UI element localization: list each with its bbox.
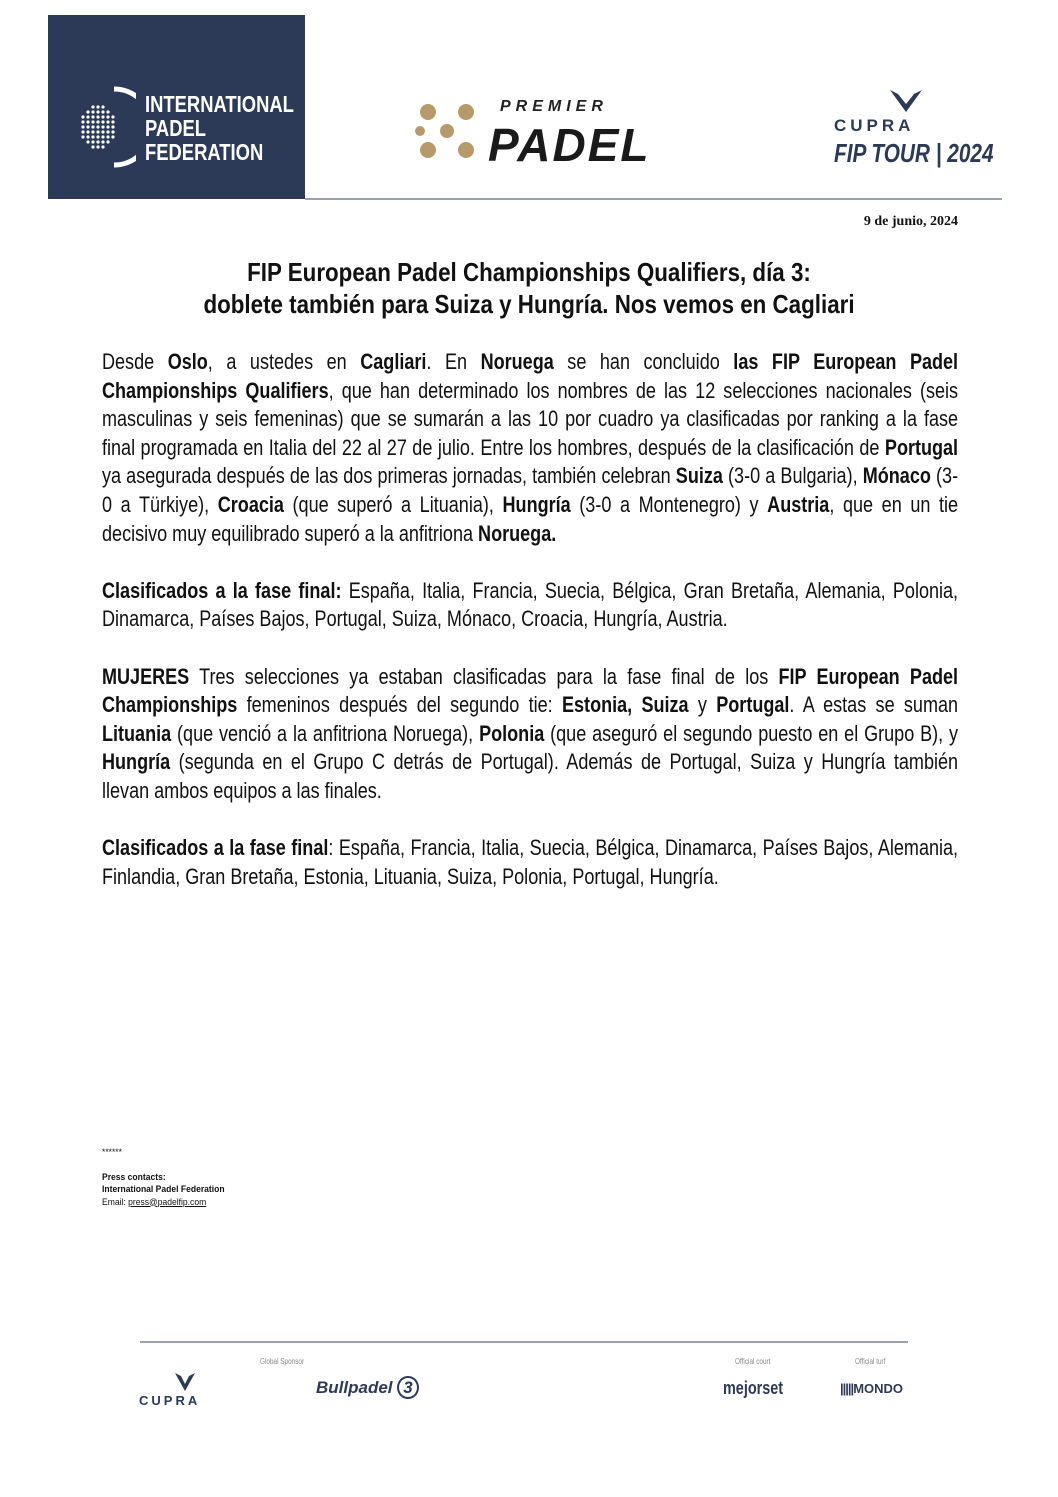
bold-text: Noruega. xyxy=(478,520,557,546)
fip-tour-logo-text: FIP TOUR | 2024 xyxy=(834,138,994,168)
text-run: (3-0 a Bulgaria), xyxy=(722,463,863,489)
title-line: doblete también para Suiza y Hungría. Nos vemos en Cagliari xyxy=(203,289,855,319)
bold-text: Clasificados a la fase final: xyxy=(102,577,342,603)
text-run: , que en un tie decisivo muy equilibrado superó a la anfitriona xyxy=(102,491,959,546)
text-run: y xyxy=(688,692,717,718)
bold-text: Hungría xyxy=(502,491,571,517)
ipf-ball-icon xyxy=(76,85,136,169)
bold-text: Mónaco xyxy=(862,463,931,489)
ipf-line: INTERNATIONAL xyxy=(145,91,294,117)
bold-text: Lituania xyxy=(102,720,172,746)
bold-text: Noruega xyxy=(480,349,554,374)
release-date: 9 de junio, 2024 xyxy=(863,214,958,229)
bold-text: Suiza xyxy=(675,463,723,489)
ipf-line: PADEL xyxy=(145,115,206,141)
mejorset-logo: mejorset xyxy=(723,1378,784,1398)
paragraph xyxy=(102,348,958,548)
text-run: Tres selecciones ya estaban clasificadas para la fase final de los xyxy=(189,663,779,689)
premier-logo-text: PREMIER xyxy=(500,98,608,115)
ipf-logo-text xyxy=(145,92,294,164)
text-run: (que superó a Lituania), xyxy=(283,491,503,517)
press-contacts xyxy=(102,1147,225,1209)
cupra-footer-logo: CUPRA xyxy=(139,1393,201,1408)
bullpadel-logo: Bullpadel 3 xyxy=(316,1378,419,1398)
article-body xyxy=(102,348,958,920)
official-turf-label: Official turf xyxy=(855,1357,886,1366)
text-run: ya asegurada después de las dos primeras jornadas, también celebran xyxy=(102,463,676,489)
global-sponsor-label: Global Sponsor xyxy=(260,1357,305,1366)
text-run: Desde xyxy=(102,349,168,374)
paragraph xyxy=(102,834,958,891)
text-run: (que venció a la anfitriona Noruega), xyxy=(171,720,480,746)
mondo-logo-text: MONDO xyxy=(853,1381,904,1396)
footer-divider xyxy=(140,1341,908,1343)
text-run: (3-0 a Türkiye), xyxy=(102,463,959,517)
email-link[interactable]: press@padelfip.com xyxy=(128,1196,207,1208)
bold-text: Polonia xyxy=(479,720,545,746)
bold-text: MUJERES xyxy=(102,663,190,689)
bold-text: Croacia xyxy=(217,491,284,517)
mondo-logo: |||||MONDO xyxy=(840,1381,904,1396)
bold-text: Oslo xyxy=(167,349,208,374)
official-court-label: Official court xyxy=(735,1357,771,1366)
text-run: : España, Francia, Italia, Suecia, Bélgica, Dinamarca, Países Bajos, Alemania, Finlandia, Gran Bretaña, Estonia, Lituania, Suiza, Polonia, Portugal, Hungría. xyxy=(102,835,959,889)
press-org: International Padel Federation xyxy=(102,1184,225,1195)
bold-text: Portugal xyxy=(884,434,959,460)
bold-text: Hungría xyxy=(102,749,171,775)
bullpadel-logo-text: Bullpadel xyxy=(316,1378,393,1397)
text-run: , a ustedes en xyxy=(207,349,361,374)
text-run: (que aseguró el segundo puesto en el Grupo B), y xyxy=(544,720,959,746)
cupra-logo-text: CUPRA xyxy=(834,116,915,135)
bold-text: Portugal xyxy=(716,692,790,718)
cupra-emblem-icon xyxy=(888,88,924,114)
paragraph xyxy=(102,577,958,634)
paragraph xyxy=(102,663,958,806)
header-divider xyxy=(305,198,1002,200)
text-run: , que han determinado los nombres de las 12 selecciones nacionales (seis masculinas y seis femeninas) que se sumarán a las 10 por cuadro ya clasificadas por ranking a la fase final programada en Italia del 22 al 27 de julio. Entre los hombres, después de la clasificación de xyxy=(102,377,959,460)
bold-text: Austria xyxy=(767,491,830,517)
bold-text: las FIP European Padel Championships Qualifiers xyxy=(102,349,959,403)
premier-padel-flower-icon xyxy=(414,98,480,164)
text-run: . En xyxy=(426,349,481,374)
ipf-line: FEDERATION xyxy=(145,139,264,165)
page-title xyxy=(0,256,1058,320)
bold-text: Cagliari xyxy=(360,349,427,374)
text-run: se han concluido xyxy=(553,349,734,374)
bold-text: Clasificados a la fase final xyxy=(102,835,329,861)
padel-logo-text: PADEL xyxy=(488,119,651,171)
text-run: (segunda en el Grupo C detrás de Portugal). Además de Portugal, Suiza y Hungría también llevan ambos equipos a las finales. xyxy=(102,749,959,803)
title-line: FIP European Padel Championships Qualifiers, día 3: xyxy=(247,257,811,287)
bold-text: FIP European Padel Championships xyxy=(102,663,959,718)
text-run: femeninos después del segundo tie: xyxy=(237,692,562,718)
text-run: España, Italia, Francia, Suecia, Bélgica, Gran Bretaña, Alemania, Polonia, Dinamarca, Países Bajos, Portugal, Suiza, Mónaco, Croacia, Hungría, Austria. xyxy=(102,577,959,632)
email-label: Email: xyxy=(102,1196,129,1208)
separator-stars: ****** xyxy=(102,1147,122,1158)
cupra-footer-emblem-icon xyxy=(174,1372,196,1392)
text-run: (3-0 a Montenegro) y xyxy=(570,491,768,517)
bold-text: Estonia, Suiza xyxy=(561,692,689,718)
text-run: . A estas se suman xyxy=(789,692,959,718)
press-heading: Press contacts: xyxy=(102,1171,166,1183)
